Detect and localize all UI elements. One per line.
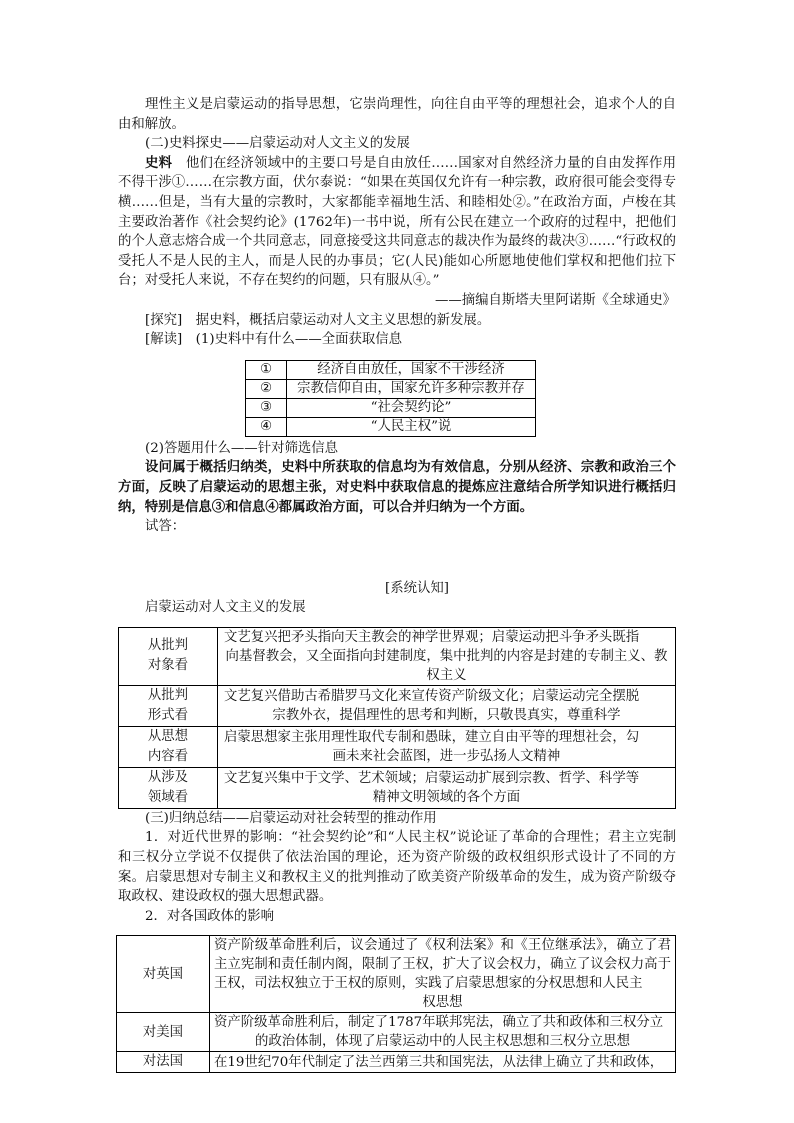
explore-text: 据史料，概括启蒙运动对人文主义思想的新发展。: [195, 312, 491, 328]
section-3-title: (三)归纳总结——启蒙运动对社会转型的推动作用: [145, 810, 437, 826]
row-label: [119, 627, 218, 685]
row-value-line: 宗教外衣，提倡理性的思考和判断，只敬畏真实，尊重科学: [272, 707, 621, 723]
source-label: 史料: [145, 154, 173, 171]
point-2: 2．对各国政体的影响: [145, 908, 275, 924]
answer-use-text: 设问属于概括归纳类，史料中所获取的信息均为有效信息，分别从经济、宗教和政治三个方面，反映了启蒙运动的思想主张，对史料中获取信息的提炼应注意结合所学知识进行概括归纳，特别是信息③和信息④都属政治方面，可以合并归纳为一个方面。: [118, 459, 676, 515]
row-value: [218, 627, 676, 685]
source-paragraph: [118, 154, 676, 291]
intro-paragraph: 理性主义是启蒙运动的指导思想，它崇尚理性，向往自由平等的理想社会，追求个人的自由和解放。: [118, 97, 676, 132]
row-value-line: 的政治体制，体现了启蒙运动中的人民主权思想和三权分立思想: [255, 1034, 630, 1050]
row-label: 对英国: [117, 936, 210, 1013]
row-value-line: 资产阶级革命胜利后，制定了1787年联邦宪法，确立了共和政体和三权分立: [214, 1015, 664, 1031]
row-label: [119, 685, 218, 726]
system-subtitle: 启蒙运动对人文主义的发展: [145, 600, 306, 616]
interpret-line: [118, 330, 676, 350]
info-text: “人民主权”说: [287, 417, 536, 436]
info-num: ③: [246, 398, 287, 417]
info-num: ④: [246, 417, 287, 436]
info-text: “社会契约论”: [287, 398, 536, 417]
explore-line: [118, 311, 676, 331]
row-label-line: 从涉及: [147, 769, 189, 785]
row-value: [218, 767, 676, 808]
row-value-line: 权思想: [422, 995, 463, 1011]
info-num: ②: [246, 379, 287, 398]
point-1: 1．对近代世界的影响：“社会契约论”和“人民主权”说论证了革命的合理性；君主立宪制和三权分立学说不仅提供了依法治国的理论，还为资产阶级的政权组织形式设计了不同的方案。启蒙思想对专制主义和教权主义的批判推动了欧美资产阶级革命的发生，成为资产阶级夺取政权、建设政权的强大思想武器。: [118, 830, 676, 905]
info-table: [245, 360, 536, 437]
row-value-line: 启蒙思想家主张用理性取代专制和愚昧，建立自由平等的理想社会，勾: [224, 729, 640, 745]
row-value-line: 文艺复兴把矛头指向天主教会的神学世界观；启蒙运动把斗争矛头既指: [224, 629, 640, 645]
document-body: [118, 95, 676, 1073]
table-row: [119, 627, 676, 685]
row-value: [218, 685, 676, 726]
row-label-line: 从批判: [147, 638, 189, 654]
row-label: [119, 767, 218, 808]
row-label-line: 内容看: [147, 748, 189, 764]
table-row: [246, 398, 536, 417]
info-num: ①: [246, 360, 287, 379]
table-row: [117, 936, 676, 1013]
table-row: [117, 1052, 676, 1073]
try-answer: 试答：: [145, 519, 186, 535]
interpret-text: (1)史料中有什么——全面获取信息: [195, 332, 403, 348]
system-title: [系统认知]: [384, 580, 449, 596]
row-value: [210, 936, 676, 1013]
row-value-line: 向基督教会，又全面指向封建制度，集中批判的内容是封建的专制主义、教权主义: [225, 648, 668, 683]
row-value: [210, 1013, 676, 1052]
explore-label: [探究]: [145, 312, 183, 328]
interpret-label: [解读]: [145, 332, 183, 348]
row-label: 对法国: [117, 1052, 210, 1073]
row-label-line: 从批判: [147, 687, 189, 703]
row-label: [119, 726, 218, 767]
row-label-line: 领域看: [147, 789, 189, 805]
row-value-line: 画未来社会蓝图，进一步弘扬人文精神: [332, 748, 561, 764]
info-text: 经济自由放任，国家不干涉经济: [287, 360, 536, 379]
table-row: [246, 360, 536, 379]
info-text: 宗教信仰自由，国家允许多种宗教并存: [287, 379, 536, 398]
comparison-table: [118, 627, 676, 809]
table-row: [117, 1013, 676, 1052]
row-value: [218, 726, 676, 767]
table-row: [246, 379, 536, 398]
table-row: [246, 417, 536, 436]
answer-use-title: (2)答题用什么——针对筛选信息: [145, 440, 339, 456]
row-value-line: 资产阶级革命胜利后，议会通过了《权利法案》和《王位继承法》，确立了君主立宪制和责任制内阁，限制了王权，扩大了议会权力，确立了议会权力高于王权，司法权独立于王权的原则，实践了启蒙思想家的分权思想和人民主: [214, 938, 671, 992]
table-row: [119, 685, 676, 726]
row-value-line: 文艺复兴借助古希腊罗马文化来宣传资产阶级文化；启蒙运动完全摆脱: [224, 688, 640, 704]
polity-table: [116, 935, 676, 1073]
row-label-line: 形式看: [147, 707, 189, 723]
row-label-line: 对象看: [147, 658, 189, 674]
section-2-title: (二)史料探史——启蒙运动对人文主义的发展: [145, 136, 410, 152]
row-label: 对美国: [117, 1013, 210, 1052]
row-value-line: 文艺复兴集中于文学、艺术领域；启蒙运动扩展到宗教、哲学、科学等: [224, 770, 640, 786]
row-value-line: 精神文明领域的各个方面: [372, 789, 521, 805]
source-citation: ——摘编自斯塔夫里阿诺斯《全球通史》: [434, 292, 676, 308]
source-text: 他们在经济领域中的主要口号是自由放任……国家对自然经济力量的自由发挥作用不得干涉①……在宗教方面，伏尔泰说：“如果在英国仅允许有一种宗教，政府很可能会变得专横……但是，当有大量的宗教时，大家都能幸福地生活、和睦相处②。”在政治方面，卢梭在其主要政治著作《社会契约论》(1762年)一书中说，所有公民在建立一个政府的过程中，把他们的个人意志熔合成一个共同意志，同意接受这共同意志的裁决作为最终的裁决③……“行政权的受托人不是人民的主人，而是人民的办事员；它(人民)能如心所愿地使他们掌权和把他们拉下台；对受托人来说，不存在契约的问题，只有服从④。”: [118, 155, 677, 289]
row-value: [210, 1052, 676, 1073]
table-row: [119, 767, 676, 808]
table-row: [119, 726, 676, 767]
row-label-line: 从思想: [147, 728, 189, 744]
row-value-line: 在19世纪70年代制定了法兰西第三共和国宪法，从法律上确立了共和政体，: [214, 1054, 664, 1070]
